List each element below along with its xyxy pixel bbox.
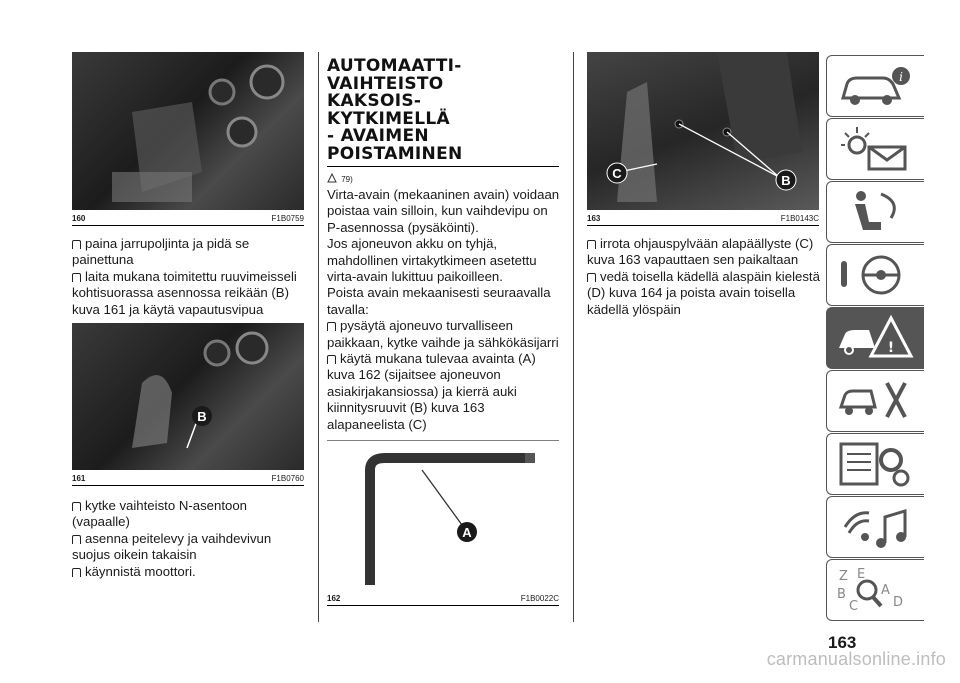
callout-b: B: [197, 409, 207, 424]
figure-rule: [72, 485, 304, 486]
tab-car-info[interactable]: [826, 55, 924, 117]
figure-162-drawing: [327, 440, 559, 588]
paragraph: Jos ajoneuvon akku on tyhjä, mahdollinen virtakytkimeen asetettu virta-avain lukittuu paikoilleen.: [327, 236, 537, 285]
heading-rule: [327, 166, 559, 167]
figure-number: 163: [587, 214, 601, 223]
figure-number: 162: [327, 594, 341, 603]
column1-block2: [72, 498, 308, 580]
tab-maintenance[interactable]: [826, 370, 924, 432]
tab-specifications[interactable]: [826, 433, 924, 495]
figure-rule: [327, 605, 559, 606]
tab-starting-driving[interactable]: [826, 244, 924, 306]
alphabetical-index-icon: [835, 566, 915, 614]
list-item: pysäytä ajoneuvo turvalliseen paikkaan, kytke vaihde ja sähkökäsijarri: [327, 318, 563, 351]
figure-161-photo: [72, 323, 304, 470]
figure-163-photo: [587, 52, 819, 210]
multimedia-icon: [835, 503, 915, 551]
callout-c: C: [612, 166, 622, 181]
column1-block1: [72, 236, 308, 318]
svg-text:C: C: [849, 599, 859, 614]
tab-index[interactable]: [826, 559, 924, 621]
heading-line: AUTOMAATTI-: [327, 56, 462, 76]
list-item: asenna peitelevy ja vaihdevivun suojus oikein takaisin: [72, 531, 308, 564]
paragraph: Virta-avain (mekaaninen avain) voidaan poistaa vain silloin, kun vaihdevipu on P-asennossa (pysäköinti).: [327, 187, 560, 235]
warning-ref-number: 79): [341, 175, 353, 184]
figure-160-photo: [72, 52, 304, 210]
heading-line: POISTAMINEN: [327, 143, 463, 164]
warning-hand-icon: [327, 173, 339, 183]
list-item: kytke vaihteisto N-asentoon (vapaalle): [72, 498, 308, 531]
svg-text:E: E: [857, 567, 866, 582]
figure-code: F1B0022C: [520, 594, 559, 603]
list-item: laita mukana toimitettu ruuvimeisseli kohtisuorassa asennossa reikään (B) kuva 161 ja käytä vapautusvipua: [72, 269, 308, 318]
maintenance-icon: [835, 377, 915, 425]
svg-text:D: D: [893, 595, 904, 610]
column-divider: [573, 52, 574, 622]
warning-reference: [327, 173, 353, 184]
figure-160-caption: [72, 214, 304, 223]
list-item: paina jarrupoljinta ja pidä se painettuna: [72, 236, 308, 269]
column-divider: [318, 52, 319, 622]
column3-body: [587, 236, 823, 318]
heading-line: - AVAIMEN: [327, 126, 429, 146]
tab-emergency[interactable]: [826, 307, 924, 369]
figure-code: F1B0759: [271, 214, 304, 223]
list-item: käynnistä moottori.: [72, 564, 308, 580]
figure-162-caption: [327, 594, 559, 603]
specifications-icon: [835, 440, 915, 488]
emergency-icon: [835, 314, 915, 362]
callout-a: A: [462, 525, 472, 540]
figure-number: 161: [72, 474, 86, 483]
svg-text:!: !: [887, 340, 895, 356]
svg-text:B: B: [837, 587, 846, 602]
figure-code: F1B0143C: [780, 214, 819, 223]
callout-b: B: [781, 173, 791, 188]
figure-161-caption: [72, 474, 304, 483]
watermark: carmanualsonline.info: [766, 649, 946, 669]
figure-rule: [72, 225, 304, 226]
list-item: käytä mukana tulevaa avainta (A) kuva 162 (sijaitsee ajoneuvon asiakirjakansiossa) ja kierrä auki kiinnitysruuvit (B) kuva 163 alapaneelista (C): [327, 351, 563, 433]
heading-line: VAIHTEISTO: [327, 73, 444, 94]
svg-text:i: i: [899, 70, 903, 84]
svg-text:Z: Z: [839, 569, 848, 584]
car-info-icon: [835, 62, 915, 110]
figure-number: 160: [72, 214, 86, 223]
column2-body: [327, 187, 563, 433]
steering-wheel-icon: [835, 251, 915, 299]
section-heading: [327, 58, 557, 163]
figure-code: F1B0760: [271, 474, 304, 483]
heading-line: KAKSOIS-: [327, 91, 422, 111]
svg-text:A: A: [881, 583, 890, 598]
safety-seat-icon: [835, 188, 915, 236]
tab-multimedia[interactable]: [826, 496, 924, 558]
paragraph: Poista avain mekaanisesti seuraavalla tavalla:: [327, 285, 551, 317]
list-item: irrota ohjauspylvään alapäällyste (C) kuva 163 vapauttaen sen paikaltaan: [587, 236, 823, 269]
warning-lights-icon: [835, 125, 915, 173]
figure-rule: [587, 225, 819, 226]
figure-163-caption: [587, 214, 819, 223]
tab-warning-lights[interactable]: [826, 118, 924, 180]
tab-safety[interactable]: [826, 181, 924, 243]
list-item: vedä toisella kädellä alaspäin kielestä (D) kuva 164 ja poista avain toisella kädellä ylöspäin: [587, 269, 823, 318]
page-number: 163: [828, 633, 857, 652]
heading-line: KYTKIMELLÄ: [327, 108, 450, 129]
